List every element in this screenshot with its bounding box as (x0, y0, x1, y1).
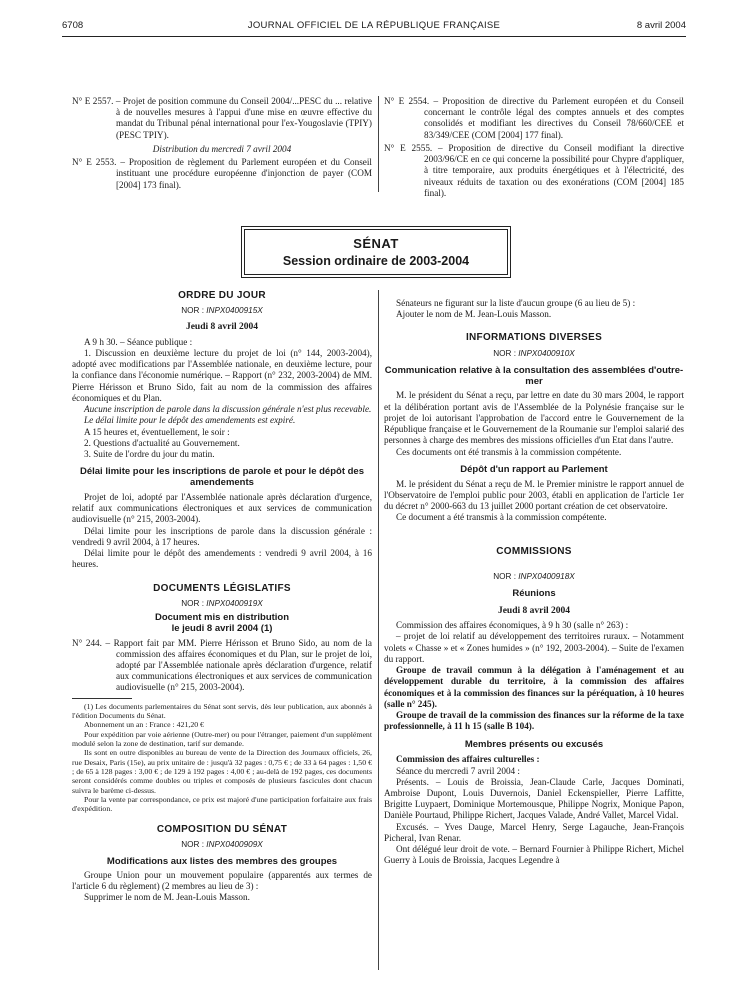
header-date: 8 avril 2004 (636, 20, 686, 31)
entry-e2557: N° E 2557. – Projet de position commune du Conseil 2004/...PESC du ... relative à de nouvelles mesures à l'appui d'une mise en œuvre effective du mandat du Tribunal pénal international pour l'ex-Yougoslavie (TPIY) (PESC TPIY). (72, 96, 372, 140)
entry-e2553: N° E 2553. – Proposition de règlement du Parlement européen et du Conseil instituant une procédure européenne d'injonction de payer (COM [2004] 173 final). (72, 157, 372, 190)
composition-sub: Modifications aux listes des membres des groupes (106, 855, 338, 867)
ordre-item-1: 1. Discussion en deuxième lecture du projet de loi (n° 144, 2003-2004), adopté avec modifications par l'Assemblée nationale, en deuxième lecture, pour la confiance dans l'économie numérique. – Rapport (n° 232, 2003-2004) de MM. Pierre Hérisson et Bruno Sido, fait au nom de la commission des affaires économiques et du Plan. (72, 347, 372, 403)
page-number: 6708 (62, 20, 84, 31)
header-rule (62, 36, 686, 37)
ordre-item-1-note: Aucune inscription de parole dans la discussion générale n'est plus recevable. (84, 404, 372, 415)
membres-heading: Membres présents ou excusés (464, 739, 604, 751)
journal-title: JOURNAL OFFICIEL DE LA RÉPUBLIQUE FRANÇAISE (247, 20, 501, 31)
info-nor: NOR : INPX0400910X (493, 348, 575, 358)
senateurs-sans-groupe: Sénateurs ne figurant sur la liste d'aucun groupe (6 au lieu de 5) : (396, 298, 636, 308)
entry-e2554: N° E 2554. – Proposition de directive du Parlement européen et du Conseil concernant le contrôle légal des comptes annuels et des comptes consolidés et modifiant les directives du Conseil 78/660/CEE et 83/349/CEE (COM [2004] 177 final). (384, 96, 684, 140)
delai-p1: Projet de loi, adopté par l'Assemblée nationale après déclaration d'urgence, relatif aux communications électroniques et aux services de communication audiovisuelle (n° 215, 2003-2004). (72, 492, 372, 525)
comm-p1: M. le président du Sénat a reçu, par lettre en date du 30 mars 2004, le rapport et la délibération portant avis de l'Assemblée de la Polynésie française sur le projet de loi autorisant l'approbation de l'accord entre le Gouvernement de la République française et le Gouvernement de la Roumanie sur l'emploi salarié des personnes à charge des membres des missions officielles d'un Etat dans l'autre. (384, 390, 684, 446)
comm-consultation-heading: Communication relative à la consultation des assemblées d'outre-mer (384, 364, 684, 387)
reunions-day: Jeudi 8 avril 2004 (497, 605, 571, 616)
composition-heading: COMPOSITION DU SÉNAT (156, 823, 288, 835)
ordre-item-3: 3. Suite de l'ordre du jour du matin. (84, 448, 215, 459)
depot-p1: M. le président du Sénat a reçu de M. le Premier ministre le rapport annuel de l'Observatoire de l'emploi public pour 2003, établi en application de l'article 1er du décret n° 2000-663 du 13 juillet 2000 portant création de cet observatoire. (384, 478, 684, 512)
delai-p3: Délai limite pour le dépôt des amendements : vendredi 9 avril 2004, à 16 heures. (72, 548, 372, 570)
cae-item: – projet de loi relatif au développement des territoires ruraux. – Notamment volets « Chasse » et « Zones humides » (n° 192, 2003-2004). – Suite de l'examen du rapport. (384, 631, 684, 664)
commissions-nor: NOR : INPX0400918X (493, 571, 575, 581)
top-right-column (384, 96, 684, 199)
comm-p2: Ces documents ont été transmis à la commission compétente. (396, 446, 622, 457)
footnote-rule (72, 698, 132, 699)
ordre-item-2: 2. Questions d'actualité au Gouvernement. (84, 437, 240, 448)
composition-p2: Supprimer le nom de M. Jean-Louis Masson. (84, 892, 250, 903)
footnote-5: Pour la vente par correspondance, ce prix est majoré d'une participation forfaitaire aux frais d'expédition. (72, 795, 372, 814)
presents-list: Présents. – Louis de Broissia, Jean-Claude Carle, Jacques Dominati, Ambroise Dupont, Louis Duvernois, Daniel Eckenspieller, Pierre Laffitte, Brigitte Luypaert, Dominique Mortemousque, Philippe Nogrix, Monique Papon, Danièle Pourtaud, Philippe Richert, Jacques Valade, André Vallet, Marcel Vidal. (384, 776, 684, 821)
groupe-taxe-pro: Groupe de travail de la commission des finances sur la réforme de la taxe professionnelle, à 11 h 15 (salle B 104). (384, 710, 684, 732)
delegue-list: Ont délégué leur droit de vote. – Bernard Fournier à Philippe Richert, Michel Guerry à Louis de Broissia, Jacques Legendre à (384, 844, 684, 866)
comm-culturelles: Commission des affaires culturelles : (396, 754, 540, 765)
footnote-2: Abonnement un an : France : 421,20 € (84, 720, 204, 730)
excuses-list: Excusés. – Yves Dauge, Marcel Henry, Serge Lagauche, Jean-François Picheral, Ivan Renar. (384, 821, 684, 843)
main-column-divider (378, 290, 379, 970)
depot-heading: Dépôt d'un rapport au Parlement (460, 463, 608, 475)
delai-p2: Délai limite pour les inscriptions de parole dans la discussion générale : vendredi 9 avril 2004, à 17 heures. (72, 525, 372, 547)
ordre-a15: A 15 heures et, éventuellement, le soir : (84, 426, 230, 437)
info-heading: INFORMATIONS DIVERSES (465, 332, 603, 344)
commissions-heading: COMMISSIONS (496, 545, 572, 557)
ordre-du-jour-heading: ORDRE DU JOUR (178, 290, 266, 301)
left-column (72, 290, 372, 904)
ordre-seance: A 9 h 30. – Séance publique : (84, 336, 193, 347)
entry-e2555: N° E 2555. – Proposition de directive du Conseil modifiant la directive 2003/96/CE en ce qui concerne la possibilité pour Chypre d'appliquer, à titre temporaire, aux produits énergétiques et à l'électricité, des niveaux réduits de taxation ou des exonérations (COM [2004] 185 final). (384, 142, 684, 198)
docs-heading: DOCUMENTS LÉGISLATIFS (153, 582, 291, 594)
composition-p1: Groupe Union pour un mouvement populaire (apparentés aux termes de l'article 6 du règlement) (2 membres au lieu de 3) : (72, 869, 372, 892)
docs-sub-1: Document mis en distribution (154, 611, 290, 623)
doc-n244: N° 244. – Rapport fait par MM. Pierre Hérisson et Bruno Sido, au nom de la commission des affaires économiques et du Plan, sur le projet de loi, adopté par l'Assemblée nationale après déclaration d'urgence, relatif aux communications électroniques et aux services de communication audiovisuelle (n° 215, 2003-2004). (72, 637, 372, 693)
right-column (384, 298, 684, 867)
ordre-delai: Le délai limite pour le dépôt des amendements est expiré. (84, 415, 296, 426)
cae-meeting: Commission des affaires économiques, à 9 h 30 (salle n° 263) : (396, 620, 629, 631)
depot-p2: Ce document a été transmis à la commission compétente. (396, 512, 607, 523)
ajouter-nom: Ajouter le nom de M. Jean-Louis Masson. (396, 309, 552, 320)
distribution-date: Distribution du mercredi 7 avril 2004 (152, 143, 292, 154)
seance-date: Séance du mercredi 7 avril 2004 : (396, 765, 520, 776)
ordre-nor: NOR : INPX0400915X (181, 306, 263, 316)
docs-sub-2: le jeudi 8 avril 2004 (1) (171, 622, 273, 634)
page-header (62, 20, 686, 34)
ordre-day: Jeudi 8 avril 2004 (185, 322, 259, 333)
delai-heading: Délai limite pour les inscriptions de parole et pour le dépôt des amendements (79, 466, 364, 489)
composition-nor: NOR : INPX0400909X (181, 839, 263, 849)
footnote-1: (1) Les documents parlementaires du Sénat sont servis, dès leur publication, aux abonnés à l'édition Documents du Sénat. (72, 701, 372, 721)
groupe-perequation: Groupe de travail commun à la délégation à l'aménagement et au développement durable du territoire, à la commission des affaires économiques et à la commission des finances sur la péréquation, à 10 heures (salle n° 245). (384, 665, 684, 709)
session-subtitle: Session ordinaire de 2003-2004 (282, 253, 470, 268)
footnote-3: Pour expédition par voie aérienne (Outre-mer) ou pour l'étranger, paiement d'un supplément modulé selon la zone de destination, tarif sur demande. (72, 729, 372, 749)
senat-title: SÉNAT (353, 236, 399, 251)
top-left-column (72, 96, 372, 191)
footnote-4: Ils sont en outre disponibles au bureau de vente de la Direction des Journaux officiels, 26, rue Desaix, Paris (15e), au prix unitaire de : jusqu'à 32 pages : 0,75 € ; de 33 à 64 pages : 1,50 € ; de 65 à 128 pages : 3,00 € ; de 129 à 192 pages : 4,00 € ; au-delà de 192 pages, ces documents seront considérés comme doubles ou triples et composés de plusieurs fascicules dont chacun suivra le barème ci-dessus. (72, 748, 372, 795)
senat-title-box (244, 229, 508, 275)
reunions-heading: Réunions (512, 587, 556, 599)
top-column-divider (378, 96, 379, 192)
docs-nor: NOR : INPX0400919X (181, 598, 263, 608)
